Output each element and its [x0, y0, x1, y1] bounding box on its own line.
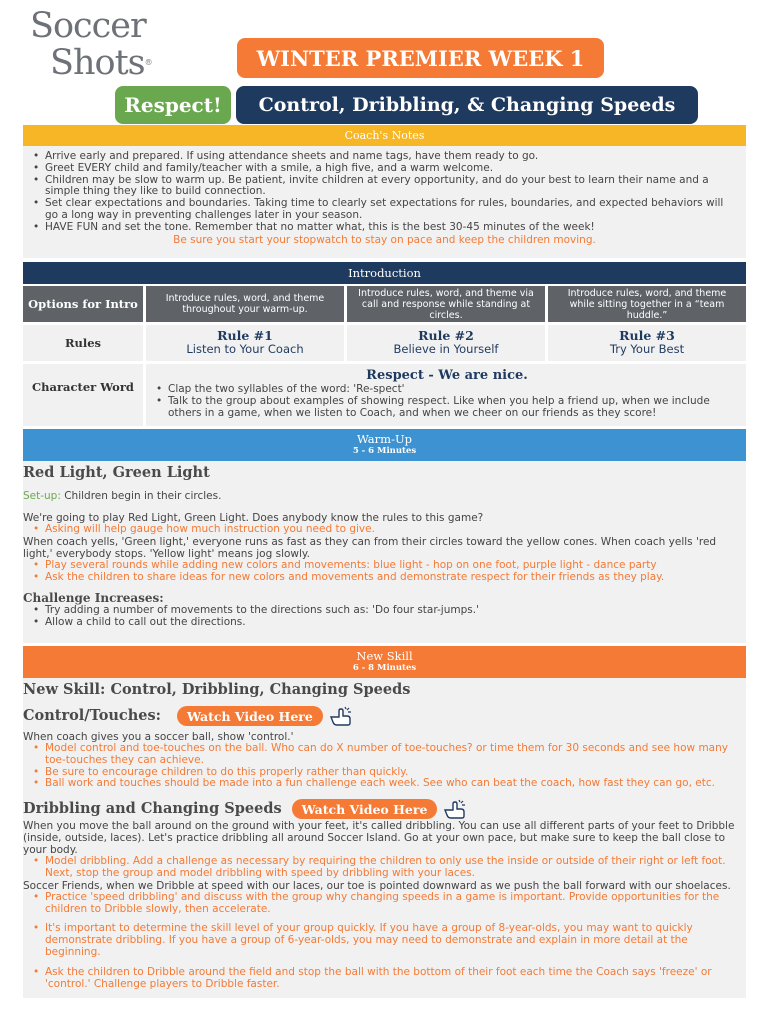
character-word-list: [156, 384, 738, 419]
skill-title-pill: Control, Dribbling, & Changing Speeds: [236, 86, 698, 124]
challenge-list: [23, 605, 746, 629]
control-video-button[interactable]: [177, 706, 323, 726]
control-video-label: Watch Video Here: [187, 708, 313, 724]
rule-3: [548, 325, 746, 361]
warmup-header: [23, 429, 746, 461]
new-skill-heading: New Skill: Control, Dribbling, Changing Speeds: [23, 681, 411, 698]
character-word-title: Respect - We are nice.: [366, 368, 528, 383]
control-title: Control/Touches:: [23, 707, 162, 724]
setup-line: [23, 490, 746, 502]
challenge-title: Challenge Increases:: [23, 591, 164, 606]
new-skill-header: [23, 646, 746, 678]
coach-notes-box: [23, 146, 746, 258]
logo-line-2-text: Shots: [50, 43, 145, 83]
logo-line-1: Soccer: [30, 6, 146, 46]
warmup-tip: • Play several rounds while adding new colors and movements: blue light - hop on one foot, purple light - dance party: [33, 560, 746, 572]
coach-note-item: • Arrive early and prepared. If using attendance sheets and name tags, have them ready to go.: [33, 151, 736, 163]
control-tip: • Ball work and touches should be made into a fun challenge each week. See who can beat the coach, how fast they can go, etc.: [33, 778, 746, 790]
control-heading-row: [23, 705, 746, 727]
control-tips-list: [23, 743, 746, 790]
registered-mark: ®: [144, 58, 152, 67]
rule-3-title: Rule #3: [619, 328, 675, 343]
warmup-box: [23, 461, 746, 643]
dribble-title: Dribbling and Changing Speeds: [23, 800, 282, 818]
dribble-mid: Soccer Friends, when we Dribble at speed with our laces, our toe is pointed downward as we push the ball forward with our shoelaces.: [23, 879, 731, 892]
dribble-tip: • Model dribbling. Add a challenge as necessary by requiring the children to only use the inside or outside of their right or left foot. Next, stop the group and model dribbling with speed by dribbling with your laces.: [33, 856, 746, 880]
coach-note-item: • HAVE FUN and set the tone. Remember that no matter what, this is the best 30-45 minutes of the week!: [33, 222, 736, 234]
soccer-shots-logo: [30, 8, 170, 83]
new-skill-title: New Skill: [356, 649, 413, 663]
challenge-item: • Allow a child to call out the directions.: [33, 617, 746, 629]
intro-option-3: Introduce rules, word, and theme while sitting together in a “team huddle.”: [548, 286, 746, 322]
options-for-intro-label: Options for Intro: [23, 286, 143, 322]
rule-2-title: Rule #2: [418, 328, 474, 343]
control-tip: • Be sure to encourage children to do this properly rather than quickly.: [33, 767, 746, 779]
rule-1-title: Rule #1: [217, 328, 273, 343]
control-tip: • Model control and toe-touches on the ball. Who can do X number of toe-touches? or time them for 30 seconds and see how many toe-touches they can achieve.: [33, 743, 746, 767]
rule-1: [146, 325, 344, 361]
week-title-banner: WINTER PREMIER WEEK 1: [237, 38, 604, 78]
warmup-explain: When coach yells, 'Green light,' everyone runs as fast as they can from their circles toward the yellow cones. When coach yells 'red light,' everybody stops. 'Yellow light' means jog slowly.: [23, 535, 717, 560]
dribble-tip: • Ask the children to Dribble around the field and stop the ball with the bottom of their foot each time the Coach says 'freeze' or 'control.' Challenge players to Dribble faster.: [33, 967, 746, 991]
dribble-heading-row: [23, 798, 746, 820]
warmup-title: Warm-Up: [356, 432, 413, 446]
dribble-tip2-list: [23, 892, 746, 916]
rule-1-text: Listen to Your Coach: [186, 342, 304, 356]
logo-line-2: [50, 45, 152, 81]
dribble-video-label: Watch Video Here: [301, 801, 428, 817]
control-intro: When coach gives you a soccer ball, show 'control.': [23, 731, 294, 743]
new-skill-box: [23, 678, 746, 998]
pointing-hand-icon: [327, 705, 353, 727]
dribble-tip: • Practice 'speed dribbling' and discuss with the group why changing speeds in a game is important. Provide opportunities for the children to Dribble slowly, then accelerate.: [33, 892, 746, 916]
warmup-intro-question: We're going to play Red Light, Green Light. Does anybody know the rules to this game?: [23, 512, 484, 524]
stopwatch-tip: Be sure you start your stopwatch to stay on pace and keep the children moving.: [173, 233, 596, 246]
character-word-pill: Respect!: [115, 86, 231, 124]
dribble-tip: • It's important to determine the skill level of your group quickly. If you have a group of 8-year-olds, you may want to quickly demonstrate dribbling. If you have a group of 6-year-olds, you may need to demonstrate and explain in more detail at the beginning.: [33, 923, 746, 958]
rule-2: [347, 325, 545, 361]
character-word-item: • Clap the two syllables of the word: 'Re-spect': [156, 384, 738, 396]
coach-note-item: • Children may be slow to warm up. Be patient, invite children at every opportunity, and do your best to learn their name and a simple thing they like to build connection.: [33, 175, 736, 199]
warmup-tip: • Ask the children to share ideas for new colors and movements and demonstrate respect for their friends as they play.: [33, 572, 746, 584]
intro-option-1: Introduce rules, word, and theme throughout your warm-up.: [146, 286, 344, 322]
rules-label: Rules: [23, 325, 143, 361]
warmup-game-title: Red Light, Green Light: [23, 464, 210, 481]
character-word-box: [146, 364, 746, 426]
rule-2-text: Believe in Yourself: [393, 342, 499, 356]
challenge-item: • Try adding a number of movements to the directions such as: 'Do four star-jumps.': [33, 605, 746, 617]
setup-text: Children begin in their circles.: [60, 490, 222, 502]
coach-notes-list: [33, 151, 736, 234]
dribble-tip3-list: [23, 923, 746, 958]
rule-3-text: Try Your Best: [609, 342, 685, 356]
coach-note-item: • Set clear expectations and boundaries. Taking time to clearly set expectations for rules, boundaries, and expected behaviors will go a long way in preventing challenges later in your season.: [33, 198, 736, 222]
setup-label: Set-up:: [23, 490, 61, 502]
warmup-intro-tip: • Asking will help gauge how much instruction you need to give.: [33, 524, 746, 536]
dribble-intro: When you move the ball around on the ground with your feet, it's called dribbling. You can use all different parts of your feet to Dribble (inside, outside, laces). Let's practice dribbling all around Soccer Island. Go at your own pace, but make sure to keep the ball close to your body.: [23, 820, 735, 857]
new-skill-time: 6 - 8 Minutes: [352, 663, 417, 673]
coach-note-item: • Greet EVERY child and family/teacher with a smile, a high five, and a warm welcome.: [33, 163, 736, 175]
dribble-tip1-list: [23, 856, 746, 880]
introduction-header: Introduction: [23, 262, 746, 284]
coach-notes-header: Coach's Notes: [23, 125, 746, 146]
warmup-tips-list: [23, 560, 746, 584]
intro-option-2: Introduce rules, word, and theme via call and response while standing at circles.: [347, 286, 545, 322]
warmup-intro-tip-list: [23, 524, 746, 536]
dribble-tip4-list: [23, 967, 746, 991]
character-word-item: • Talk to the group about examples of showing respect. Like when you help a friend up, when we include others in a game, when we listen to Coach, and when we cheer on our friends as they score!: [156, 396, 738, 420]
warmup-time: 5 - 6 Minutes: [352, 446, 417, 456]
pointing-hand-icon: [441, 798, 467, 820]
dribble-video-button[interactable]: [292, 799, 438, 819]
character-word-label: Character Word: [23, 364, 143, 426]
